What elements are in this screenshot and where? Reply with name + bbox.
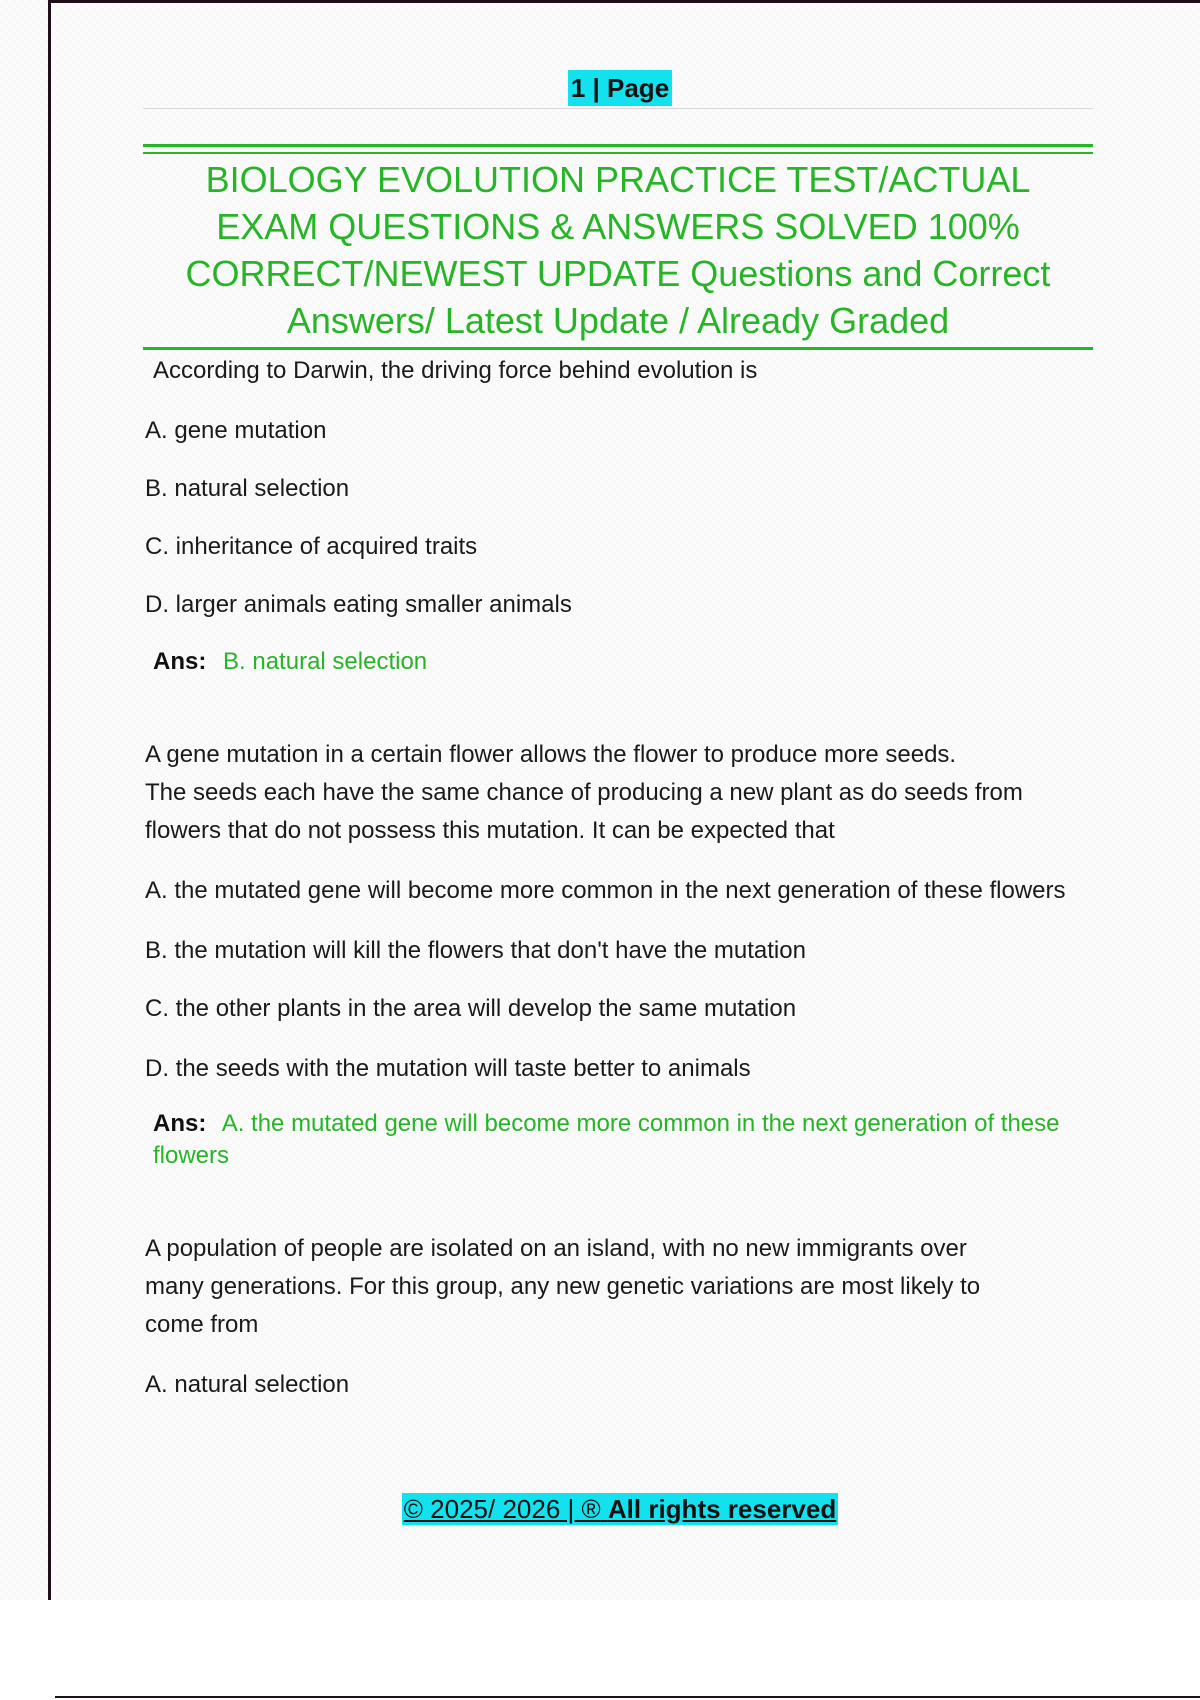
answer-value: A. the mutated gene will become more common in the next generation of these flowers <box>153 1110 1060 1169</box>
question-block <box>145 736 1085 1172</box>
document-title <box>143 156 1093 344</box>
title-top-rule <box>143 144 1093 147</box>
copyright-notice <box>402 1493 838 1525</box>
title-line: BIOLOGY EVOLUTION PRACTICE TEST/ACTUAL <box>205 159 1031 200</box>
answer-line <box>145 1108 1085 1172</box>
answer-option: B. natural selection <box>145 475 350 502</box>
question-text: many generations. For this group, any new genetic variations are most likely to <box>145 1273 981 1300</box>
question-block <box>145 352 1085 678</box>
page-top-border <box>50 0 1200 3</box>
bottom-divider <box>55 1696 1200 1698</box>
title-top-rule-thin <box>143 152 1093 154</box>
rights-text: All rights reserved <box>607 1494 837 1524</box>
answer-option: A. natural selection <box>145 1371 350 1398</box>
answer-option: C. inheritance of acquired traits <box>145 533 478 560</box>
answer-option: C. the other plants in the area will develop the same mutation <box>145 995 797 1022</box>
answer-option: B. the mutation will kill the flowers that don't have the mutation <box>145 937 806 964</box>
title-line: Answers/ Latest Update / Already Graded <box>286 300 950 341</box>
answer-option: D. larger animals eating smaller animals <box>145 591 572 618</box>
question-text: come from <box>145 1311 259 1338</box>
header-divider <box>143 108 1093 109</box>
page-header <box>0 70 1200 106</box>
answer-option: A. gene mutation <box>145 417 327 444</box>
answer-label: Ans: <box>153 1110 207 1137</box>
copyright-years: © 2025/ 2026 | ® <box>403 1494 601 1524</box>
answer-option: A. the mutated gene will become more common in the next generation of these flowers <box>145 877 1066 904</box>
answer-value: B. natural selection <box>223 648 428 675</box>
answer-line <box>145 646 1085 678</box>
question-block <box>145 1230 1085 1404</box>
questions-body <box>145 348 1085 1404</box>
question-text: A gene mutation in a certain flower allows the flower to produce more seeds. <box>145 741 957 768</box>
page-footer <box>0 1493 1200 1525</box>
question-text: flowers that do not possess this mutation. It can be expected that <box>145 817 835 844</box>
question-text: The seeds each have the same chance of producing a new plant as do seeds from <box>145 779 1023 806</box>
title-line: CORRECT/NEWEST UPDATE Questions and Correct <box>185 253 1051 294</box>
answer-label: Ans: <box>153 648 207 675</box>
question-text: According to Darwin, the driving force behind evolution is <box>153 357 758 384</box>
page-number-label: 1 | Page <box>568 70 672 106</box>
answer-option: D. the seeds with the mutation will taste better to animals <box>145 1055 751 1082</box>
question-text: A population of people are isolated on an island, with no new immigrants over <box>145 1235 967 1262</box>
page-left-border <box>48 0 51 1600</box>
title-line: EXAM QUESTIONS & ANSWERS SOLVED 100% <box>216 206 1020 247</box>
